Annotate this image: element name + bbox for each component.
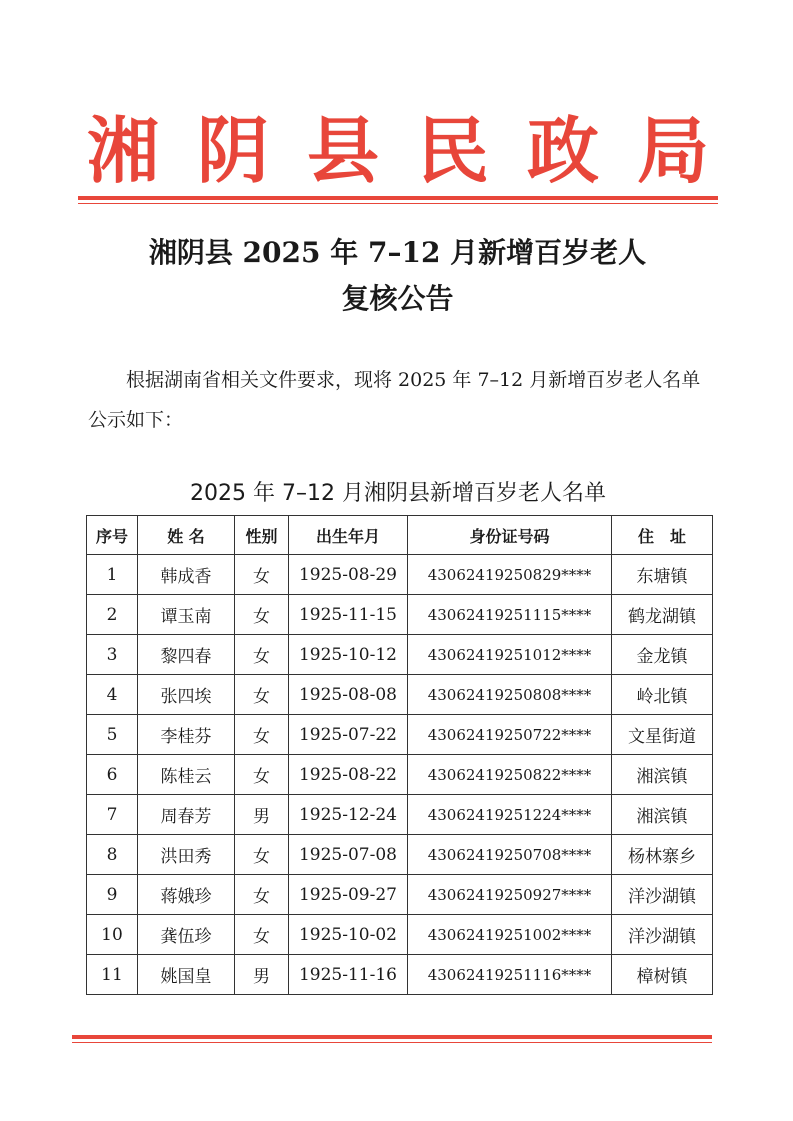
table-row <box>87 595 713 635</box>
cell-address: 杨林寨乡 <box>612 835 713 875</box>
cell-name: 蒋娥珍 <box>138 875 235 915</box>
cell-name: 姚国皇 <box>138 955 235 995</box>
cell-index: 1 <box>87 555 138 595</box>
document-title-line2: 复核公告 <box>341 282 454 315</box>
cell-gender: 女 <box>235 675 289 715</box>
cell-id-number: 43062419250808**** <box>408 675 612 715</box>
table-row <box>87 555 713 595</box>
cell-address: 鹤龙湖镇 <box>612 595 713 635</box>
header-name: 姓 名 <box>138 516 235 555</box>
letterhead-char: 阴 <box>196 109 269 193</box>
cell-id-number: 43062419251115**** <box>408 595 612 635</box>
table-row <box>87 955 713 995</box>
letterhead-char: 县 <box>306 109 379 193</box>
cell-gender: 女 <box>235 635 289 675</box>
letterhead-char: 民 <box>416 109 489 193</box>
letterhead-char: 政 <box>526 109 599 193</box>
cell-address: 文星街道 <box>612 715 713 755</box>
letterhead-divider <box>78 196 718 200</box>
cell-birthdate: 1925-12-24 <box>289 795 408 835</box>
header-gender: 性别 <box>235 516 289 555</box>
cell-id-number: 43062419251116**** <box>408 955 612 995</box>
letterhead-char: 湘 <box>86 109 159 193</box>
cell-name: 陈桂云 <box>138 755 235 795</box>
table-header-row <box>87 516 713 555</box>
cell-id-number: 43062419250829**** <box>408 555 612 595</box>
cell-id-number: 43062419250722**** <box>408 715 612 755</box>
cell-birthdate: 1925-11-16 <box>289 955 408 995</box>
letterhead-title <box>78 100 718 193</box>
header-address: 住 址 <box>612 516 713 555</box>
cell-birthdate: 1925-10-12 <box>289 635 408 675</box>
cell-name: 洪田秀 <box>138 835 235 875</box>
centenarian-table <box>86 515 713 995</box>
cell-gender: 女 <box>235 755 289 795</box>
cell-address: 岭北镇 <box>612 675 713 715</box>
cell-index: 8 <box>87 835 138 875</box>
cell-id-number: 43062419251224**** <box>408 795 612 835</box>
table-row <box>87 755 713 795</box>
cell-address: 樟树镇 <box>612 955 713 995</box>
cell-index: 4 <box>87 675 138 715</box>
cell-gender: 女 <box>235 555 289 595</box>
cell-birthdate: 1925-11-15 <box>289 595 408 635</box>
cell-birthdate: 1925-09-27 <box>289 875 408 915</box>
cell-birthdate: 1925-08-29 <box>289 555 408 595</box>
cell-index: 2 <box>87 595 138 635</box>
cell-birthdate: 1925-07-22 <box>289 715 408 755</box>
table-title: 2025 年 7–12 月湘阴县新增百岁老人名单 <box>190 481 606 506</box>
footer-divider-thin <box>72 1042 712 1043</box>
cell-id-number: 43062419251002**** <box>408 915 612 955</box>
table-row <box>87 835 713 875</box>
cell-birthdate: 1925-07-08 <box>289 835 408 875</box>
cell-gender: 女 <box>235 595 289 635</box>
document-title-line1: 湘阴县 2025 年 7–12 月新增百岁老人 <box>148 236 647 269</box>
cell-index: 7 <box>87 795 138 835</box>
document-body: 根据湖南省相关文件要求，现将 2025 年 7–12 月新增百岁老人名单公示如下： <box>88 369 701 431</box>
cell-name: 龚伍珍 <box>138 915 235 955</box>
cell-address: 洋沙湖镇 <box>612 875 713 915</box>
header-birthdate: 出生年月 <box>289 516 408 555</box>
header-index: 序号 <box>87 516 138 555</box>
cell-name: 周春芳 <box>138 795 235 835</box>
cell-address: 东塘镇 <box>612 555 713 595</box>
header-id-number: 身份证号码 <box>408 516 612 555</box>
letterhead-char: 局 <box>636 109 709 193</box>
cell-name: 李桂芬 <box>138 715 235 755</box>
cell-birthdate: 1925-08-08 <box>289 675 408 715</box>
cell-index: 3 <box>87 635 138 675</box>
table-row <box>87 675 713 715</box>
cell-gender: 女 <box>235 875 289 915</box>
cell-gender: 男 <box>235 955 289 995</box>
cell-gender: 女 <box>235 915 289 955</box>
cell-index: 10 <box>87 915 138 955</box>
cell-name: 韩成香 <box>138 555 235 595</box>
cell-gender: 女 <box>235 835 289 875</box>
cell-address: 湘滨镇 <box>612 755 713 795</box>
table-row <box>87 715 713 755</box>
cell-name: 谭玉南 <box>138 595 235 635</box>
cell-index: 5 <box>87 715 138 755</box>
cell-birthdate: 1925-08-22 <box>289 755 408 795</box>
cell-id-number: 43062419250708**** <box>408 835 612 875</box>
cell-birthdate: 1925-10-02 <box>289 915 408 955</box>
table-row <box>87 635 713 675</box>
cell-id-number: 43062419250927**** <box>408 875 612 915</box>
cell-index: 9 <box>87 875 138 915</box>
letterhead-divider-thin <box>78 203 718 204</box>
cell-name: 黎四春 <box>138 635 235 675</box>
table-row <box>87 875 713 915</box>
cell-address: 金龙镇 <box>612 635 713 675</box>
cell-index: 11 <box>87 955 138 995</box>
cell-address: 湘滨镇 <box>612 795 713 835</box>
cell-id-number: 43062419251012**** <box>408 635 612 675</box>
table-row <box>87 795 713 835</box>
cell-id-number: 43062419250822**** <box>408 755 612 795</box>
table-row <box>87 915 713 955</box>
cell-gender: 男 <box>235 795 289 835</box>
footer-divider <box>72 1035 712 1039</box>
cell-name: 张四埃 <box>138 675 235 715</box>
cell-gender: 女 <box>235 715 289 755</box>
cell-address: 洋沙湖镇 <box>612 915 713 955</box>
cell-index: 6 <box>87 755 138 795</box>
